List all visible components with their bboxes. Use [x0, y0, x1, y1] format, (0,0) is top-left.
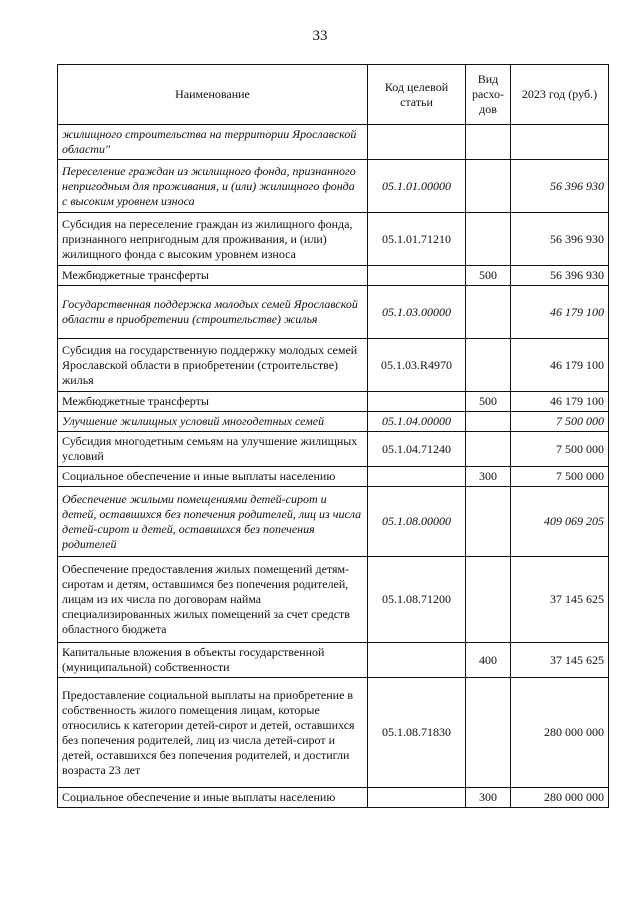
- row-amount: 280 000 000: [511, 788, 609, 808]
- row-amount: 46 179 100: [511, 392, 609, 412]
- row-name: Государственная поддержка молодых семей Ярославской области в приобретении (строительстве) жилья: [58, 286, 368, 339]
- row-name: Капитальные вложения в объекты государственной (муниципальной) собственности: [58, 643, 368, 678]
- table-row: [58, 412, 609, 432]
- row-type: [466, 125, 511, 160]
- row-name: Социальное обеспечение и иные выплаты населению: [58, 788, 368, 808]
- row-amount: 56 396 930: [511, 160, 609, 213]
- row-type: [466, 160, 511, 213]
- table-row: [58, 339, 609, 392]
- row-amount: 46 179 100: [511, 339, 609, 392]
- row-amount: 56 396 930: [511, 213, 609, 266]
- row-name: Предоставление социальной выплаты на приобретение в собственность жилого помещения лицам, которые относились к категории детей-сирот и детей, оставшихся без попечения родителей, лиц из числа детей-сирот и детей, оставшихся без попечения родителей, и достигли возраста 23 лет: [58, 678, 368, 788]
- row-name: Переселение граждан из жилищного фонда, признанного непригодным для проживания, и (или) жилищного фонда с высоким уровнем износа: [58, 160, 368, 213]
- row-name: Обеспечение предоставления жилых помещений детям-сиротам и детям, оставшимся без попечения родителей, лицам из их числа по договорам найма специализированных жилых помещений за счет средств областного бюджета: [58, 557, 368, 643]
- row-code: 05.1.01.71210: [368, 213, 466, 266]
- header-name: Наименование: [58, 65, 368, 125]
- row-code: [368, 643, 466, 678]
- row-type: 400: [466, 643, 511, 678]
- row-amount: 409 069 205: [511, 487, 609, 557]
- header-amount: 2023 год (руб.): [511, 65, 609, 125]
- row-amount: 7 500 000: [511, 467, 609, 487]
- page-number: 33: [312, 28, 328, 44]
- table-row: [58, 643, 609, 678]
- header-type: Вид расхо-дов: [466, 65, 511, 125]
- row-amount: 37 145 625: [511, 557, 609, 643]
- row-code: 05.1.04.71240: [368, 432, 466, 467]
- row-type: [466, 432, 511, 467]
- row-code: 05.1.08.71830: [368, 678, 466, 788]
- table-row: [58, 125, 609, 160]
- table-row: [58, 432, 609, 467]
- row-name: Субсидия многодетным семьям на улучшение жилищных условий: [58, 432, 368, 467]
- row-name: Межбюджетные трансферты: [58, 266, 368, 286]
- row-code: 05.1.01.00000: [368, 160, 466, 213]
- row-type: 500: [466, 266, 511, 286]
- row-type: 300: [466, 788, 511, 808]
- row-code: [368, 392, 466, 412]
- table-row: [58, 678, 609, 788]
- budget-table: [57, 64, 609, 808]
- header-code: Код целевой статьи: [368, 65, 466, 125]
- row-type: 300: [466, 467, 511, 487]
- row-amount: 37 145 625: [511, 643, 609, 678]
- table-header-row: [58, 65, 609, 125]
- row-code: [368, 788, 466, 808]
- table-row: [58, 557, 609, 643]
- table-row: [58, 467, 609, 487]
- row-type: 500: [466, 392, 511, 412]
- row-type: [466, 557, 511, 643]
- table-row: [58, 487, 609, 557]
- row-type: [466, 487, 511, 557]
- row-type: [466, 412, 511, 432]
- row-amount: 280 000 000: [511, 678, 609, 788]
- row-amount: 56 396 930: [511, 266, 609, 286]
- row-type: [466, 678, 511, 788]
- table-row: [58, 392, 609, 412]
- row-amount: 7 500 000: [511, 432, 609, 467]
- row-name: Социальное обеспечение и иные выплаты населению: [58, 467, 368, 487]
- row-name: Субсидия на государственную поддержку молодых семей Ярославской области в приобретении (строительстве) жилья: [58, 339, 368, 392]
- row-name: Улучшение жилищных условий многодетных семей: [58, 412, 368, 432]
- table-row: [58, 266, 609, 286]
- row-name: Межбюджетные трансферты: [58, 392, 368, 412]
- row-code: 05.1.08.00000: [368, 487, 466, 557]
- row-type: [466, 213, 511, 266]
- row-name: Обеспечение жилыми помещениями детей-сирот и детей, оставшихся без попечения родителей, лиц из числа детей-сирот и детей, оставшихся без попечения родителей: [58, 487, 368, 557]
- row-code: 05.1.03.00000: [368, 286, 466, 339]
- row-amount: 7 500 000: [511, 412, 609, 432]
- row-code: 05.1.04.00000: [368, 412, 466, 432]
- row-code: [368, 467, 466, 487]
- row-type: [466, 339, 511, 392]
- table-row: [58, 213, 609, 266]
- row-amount: 46 179 100: [511, 286, 609, 339]
- row-amount: [511, 125, 609, 160]
- row-type: [466, 286, 511, 339]
- row-name: Субсидия на переселение граждан из жилищного фонда, признанного непригодным для проживания, и (или) жилищного фонда с высоким уровнем износа: [58, 213, 368, 266]
- row-name: жилищного строительства на территории Ярославской области": [58, 125, 368, 160]
- table-row: [58, 286, 609, 339]
- row-code: 05.1.03.R4970: [368, 339, 466, 392]
- row-code: [368, 125, 466, 160]
- row-code: [368, 266, 466, 286]
- table-row: [58, 788, 609, 808]
- row-code: 05.1.08.71200: [368, 557, 466, 643]
- table-row: [58, 160, 609, 213]
